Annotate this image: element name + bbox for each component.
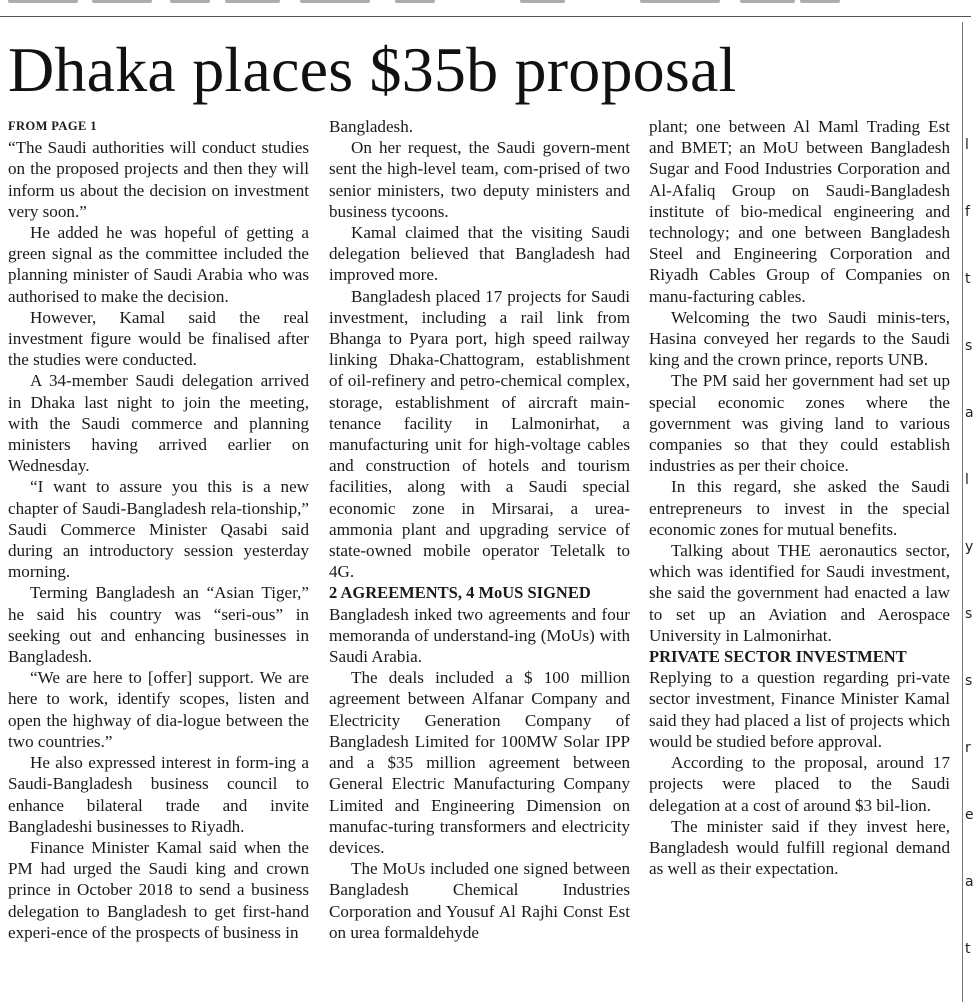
article-column-1 [8, 116, 309, 1000]
paragraph: The deals included a $ 100 million agreement between Alfanar Company and Electricity Generation Company of Bangladesh Limited for 100MW Solar IPP and a $35 million agreement between General Electric Manufacturing Company Limited and Engineering Dimension on manufac-turing transformers and electricity devices. [329, 668, 630, 857]
paragraph: He also expressed interest in form-ing a Saudi-Bangladesh business council to enhance bilateral trade and invite Bangladeshi businesses to Riyadh. [8, 753, 309, 836]
paragraph: He added he was hopeful of getting a green signal as the committee included the planning minister of Saudi Arabia who was authorised to make the decision. [8, 223, 309, 306]
edge-letter-fragment: s [965, 673, 973, 689]
column-divider-rule [962, 22, 963, 1002]
edge-letter-fragment: s [965, 606, 973, 622]
edge-letter-fragment: l [965, 472, 969, 488]
paragraph: According to the proposal, around 17 projects were placed to the Saudi delegation at a cost of around $3 bil-lion. [649, 753, 950, 815]
section-subhead: 2 AGREEMENTS, 4 MoUS SIGNED [329, 583, 591, 603]
paragraph: Welcoming the two Saudi minis-ters, Hasina conveyed her regards to the Saudi king and the crown prince, reports UNB. [649, 307, 950, 370]
paragraph: Talking about THE aeronautics sector, which was identified for Saudi investment, she said the government had enacted a law to set up an Aviation and Aerospace University in Lalmonirhat. [649, 541, 950, 645]
paragraph: Finance Minister Kamal said when the PM had urged the Saudi king and crown prince in October 2018 to send a business delegation to Bangladesh to get first-hand experi-ence of the prospects of business in [8, 837, 309, 942]
edge-letter-fragment: f [965, 204, 970, 220]
top-rule [0, 16, 971, 17]
edge-letter-fragment: t [965, 941, 971, 957]
edge-letter-fragment: l [965, 137, 969, 153]
edge-letter-fragment: r [965, 740, 971, 756]
paragraph: “We are here to [offer] support. We are here to work, identify scopes, listen and open the highway of dia-logue between the two countries.” [8, 668, 309, 751]
paragraph: Kamal claimed that the visiting Saudi delegation believed that Bangladesh had improved more. [329, 223, 630, 285]
edge-letter-fragment: y [965, 539, 974, 555]
edge-letter-fragment: e [965, 807, 974, 823]
article-column-2 [329, 116, 630, 1000]
paragraph: A 34-member Saudi delegation arrived in Dhaka last night to join the meeting, with the Saudi commerce and planning ministers having arrived earlier on Wednesday. [8, 371, 309, 476]
edge-letter-fragment: a [965, 874, 974, 890]
paragraph: The MoUs included one signed between Bangladesh Chemical Industries Corporation and Yousuf Al Rajhi Const Est on urea formaldehyde [329, 859, 630, 942]
paragraph: Bangladesh placed 17 projects for Saudi investment, including a rail link from Bhanga to Pyara port, high speed railway linking Dhaka-Chattogram, establishment of oil-refinery and petro-chemical complex, storage, establishment of aircraft main-tenance facility in Lalmonirhat, a manufacturing unit for high-voltage cables and construction of hotels and tourism facilities, along with a Saudi special economic zone in Mirsarai, a urea-ammonia plant and upgrading service of state-owned mobile operator Teletalk to 4G. [329, 286, 630, 582]
paragraph: “The Saudi authorities will conduct studies on the proposed projects and then they will inform us about the decision on investment very soon.” [8, 138, 309, 221]
column-3-lead: plant; one between Al Maml Trading Est and BMET; an MoU between Bangladesh Sugar and Food Industries Corporation and Al-Afaliq Group on Saudi-Bangladesh institute of bio-medical engineering and technology; and one between Bangladesh Steel and Engineering Corporation and Riyadh Cables Group of Companies on manu-facturing cables. [649, 117, 950, 306]
paragraph: The PM said her government had set up special economic zones where the government was giving land to various companies so that they could establish industries as per their choice. [649, 371, 950, 476]
headline: Dhaka places $35b proposal [8, 34, 737, 105]
continuation-kicker: FROM PAGE 1 [8, 119, 97, 133]
section-lead-paragraph: Replying to a question regarding pri-vate sector investment, Finance Minister Kamal said they had placed a list of projects which would be studied before approval. [649, 668, 950, 751]
section-subhead: PRIVATE SECTOR INVESTMENT [649, 647, 907, 667]
edge-letter-fragment: t [965, 271, 971, 287]
article-column-3 [649, 116, 950, 1000]
paragraph: On her request, the Saudi govern-ment sent the high-level team, com-prised of two senior ministers, two deputy ministers and business tycoons. [329, 138, 630, 221]
paragraph: Terming Bangladesh an “Asian Tiger,” he said his country was “seri-ous” in seeking out and enhancing businesses in Bangladesh. [8, 583, 309, 667]
paragraph: However, Kamal said the real investment figure would be finalised after the studies were conducted. [8, 307, 309, 370]
paragraph: The minister said if they invest here, Bangladesh would fulfill regional demand as well as their expectation. [649, 816, 950, 879]
paragraph: In this regard, she asked the Saudi entrepreneurs to invest in the special economic zones for mutual benefits. [649, 477, 950, 539]
edge-letter-fragment: a [965, 405, 974, 421]
section-lead-paragraph: Bangladesh inked two agreements and four memoranda of understand-ing (MoUs) with Saudi Arabia. [329, 604, 630, 667]
paragraph: “I want to assure you this is a new chapter of Saudi-Bangladesh rela-tionship,” Saudi Commerce Minister Qasabi said during an introductory session yesterday morning. [8, 477, 309, 582]
clipped-text-strip [0, 0, 971, 8]
column-2-lead: Bangladesh. [329, 117, 414, 136]
edge-letter-fragment: s [965, 338, 973, 354]
